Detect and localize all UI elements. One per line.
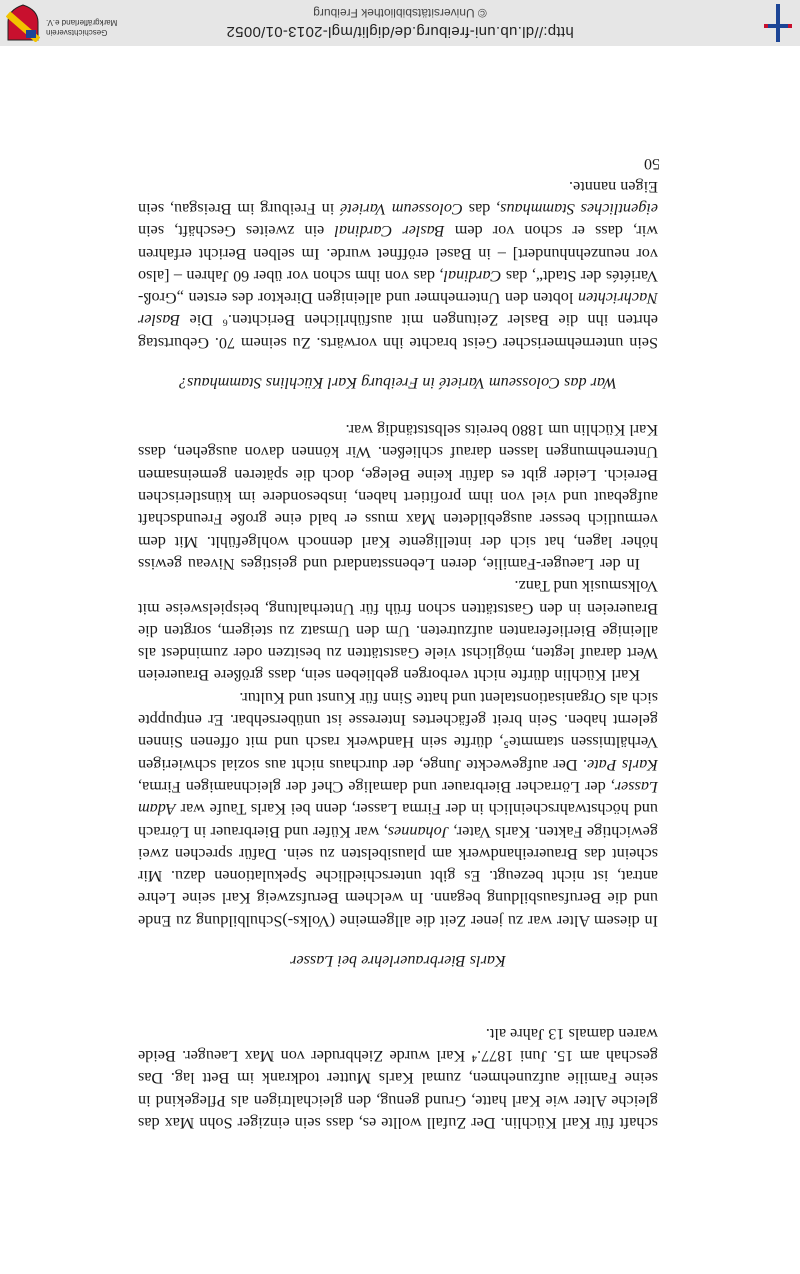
body-text-top bbox=[138, 1023, 658, 1134]
page-number: 50 bbox=[644, 155, 660, 172]
paragraph-3: Karl Küchlin dürfte nicht verborgen geblieben sein, dass größere Brauereien Wert darauf legten, möglichst viele Gaststätten zu besitzen oder zumindest als alleinige Bierlieferanten aufzutreten. Um den Umsatz zu steigern, sorgten die Brauereien in den Gaststätten schon früh für Unterhaltung, beispielsweise mit Volksmusik und Tanz. bbox=[138, 577, 658, 685]
section-colosseum bbox=[138, 175, 658, 394]
coat-of-arms-icon bbox=[6, 4, 40, 42]
citation-url[interactable]: http://dl.ub.uni-freiburg.de/diglit/mgl-2013-01/0052 bbox=[226, 23, 574, 40]
paragraph-4: In der Laeuger-Familie, deren Lebensstandard und geistiges Niveau gewiss höher lagen, hat sich der intelligente Karl dennoch wohlgefühlt. Mit dem vermutlich besser ausgebildeten Max muss er bald eine große Freundschaft aufgebaut und viel von ihm profitiert haben, insbesondere im künstlerischen Bereich. Leider gibt es dafür keine Belege, doch die späteren gemeinsamen Unternehmungen lassen darauf schließen. Wir können davon ausgehen, dass Karl Küchlin um 1880 bereits selbstständig war. bbox=[138, 421, 658, 573]
section-heading-2: War das Colosseum Varieté in Freiburg Karl Küchlins Stammhaus? bbox=[179, 374, 617, 392]
society-name: Geschichtsverein Markgräflerland e.V. bbox=[46, 18, 118, 37]
paragraph-5: Sein unternehmerischer Geist brachte ihn vorwärts. Zu seinem 70. Geburtstag ehrten ihn die Basler Zeitungen mit ausführlichen Berichten.⁶ Die Basler Nachrichten lobten den Unternehmer und alleinigen Direktor des ersten „Groß-Variétés der Stadt“, das Cardinal, das von ihm schon vor über 60 Jahren – [also vor neunzehnhundert] – in Basel eröffnet wurde. Im selben Bericht erfahren wir, dass er schon vor dem Basler Cardinal ein zweites Geschäft, sein eigentliches Stammhaus, das Colosseum Varieté in Freiburg im Breisgau, sein Eigen nannte. bbox=[138, 177, 658, 352]
library-footer-band bbox=[0, 0, 800, 46]
section-heading-1: Karls Bierbrauerlehre bei Lasser bbox=[290, 952, 506, 970]
paragraph-1: schaft für Karl Küchlin. Der Zufall wollte es, dass sein einziger Sohn Max das gleiche Alter wie Karl hatte, Grund genug, den gleichaltrigen als Pflegekind in seine Familie aufzunehmen, zumal Karls Mutter todkrank im Bett lag. Das geschah am 15. Juni 1877.⁴ Karl wurde Ziehbruder von Max Laeuger. Beide waren damals 13 Jahre alt. bbox=[138, 1024, 658, 1132]
copyright-notice: © Universitätsbibliothek Freiburg bbox=[313, 6, 487, 20]
section-karls-lehre bbox=[138, 419, 658, 972]
paragraph-2: In diesem Alter war zu jener Zeit die allgemeine (Volks-)Schulbildung zu Ende und die Berufsausbildung begann. In welchem Berufszweig Karl seine Lehre antrat, ist nicht bezeugt. Es gibt unterschiedliche Spekulationen dazu. Mir scheint das Brauereihandwerk am plausibelsten zu sein. Dafür sprechen zwei gewichtige Fakten. Karls Vater, Johannes, war Küfer und Bierbrauer in Lörrach und höchstwahrscheinlich in der Firma Lasser, denn bei Karls Taufe war Adam Lasser, der Lörracher Bierbrauer und damalige Chef der gleichnamigen Firma, Karls Pate. Der aufgeweckte Junge, der durchaus nicht aus sozial schwierigen Verhältnissen stammte⁵, dürfte sein Handwerk rasch und mit offenen Sinnen gelernt haben. Sein breit gefächertes Interesse ist unübersehbar. Er entpuppte sich als Organisationstalent und hatte Sinn für Kunst und Kultur. bbox=[138, 688, 658, 930]
